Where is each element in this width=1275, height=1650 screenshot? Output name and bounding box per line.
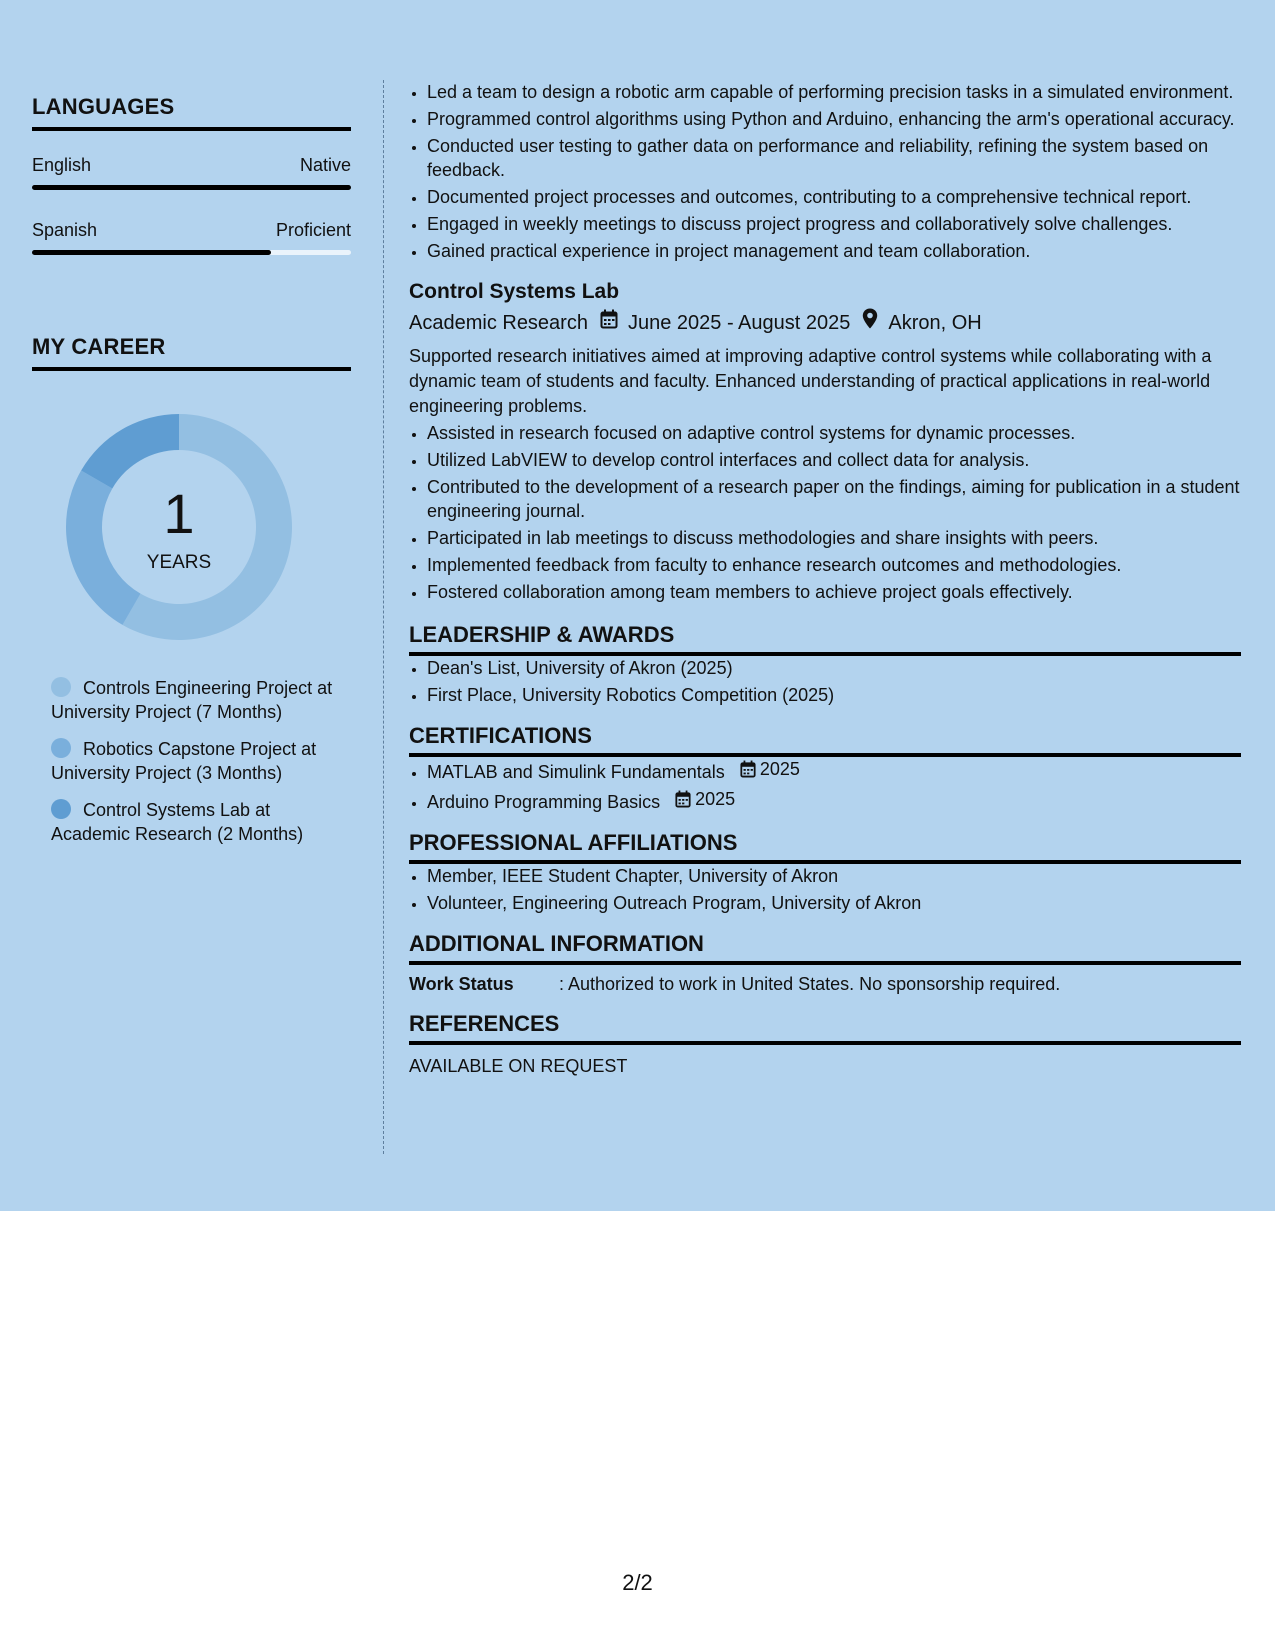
list-item: • Implemented feedback from faculty to enhance research outcomes and methodologies. (427, 553, 1241, 577)
column-divider (383, 80, 384, 1154)
awards-heading: LEADERSHIP & AWARDS (409, 622, 1241, 656)
language-item-english (32, 155, 351, 190)
awards-list (409, 656, 1241, 707)
list-item: • Engaged in weekly meetings to discuss project progress and collaboratively solve challenges. (427, 212, 1241, 236)
language-item-spanish (32, 220, 351, 255)
career-legend (51, 676, 351, 859)
job-meta (409, 308, 1241, 337)
legend-label: Control Systems Lab at Academic Research (2 Months) (51, 800, 304, 844)
language-proficiency-bar (32, 250, 351, 255)
legend-item (51, 737, 351, 785)
list-item: • Fostered collaboration among team members to achieve project goals effectively. (427, 580, 1241, 604)
list-item (427, 787, 1241, 814)
list-item: • Member, IEEE Student Chapter, University of Akron (427, 864, 1241, 888)
calendar-icon (600, 309, 618, 337)
languages-heading: LANGUAGES (32, 94, 351, 131)
affiliations-list (409, 864, 1241, 915)
work-status-row (409, 974, 1241, 995)
career-heading: MY CAREER (32, 334, 351, 371)
list-item: • First Place, University Robotics Competition (2025) (427, 683, 1241, 707)
certification-name: Arduino Programming Basics (427, 792, 661, 812)
list-item: • Utilized LabVIEW to develop control interfaces and collect data for analysis. (427, 448, 1241, 472)
legend-dot (51, 738, 71, 758)
job-location: Akron, OH (888, 311, 982, 334)
calendar-icon (675, 790, 691, 808)
career-donut-chart (66, 414, 292, 640)
legend-label: Robotics Capstone Project at University Project (3 Months) (51, 739, 317, 783)
language-level: Native (299, 155, 351, 175)
certification-name: MATLAB and Simulink Fundamentals (427, 762, 725, 782)
career-total-unit: YEARS (146, 552, 212, 573)
affiliations-heading: PROFESSIONAL AFFILIATIONS (409, 830, 1241, 864)
legend-item (51, 676, 351, 724)
certification-date (740, 757, 800, 781)
references-text: AVAILABLE ON REQUEST (409, 1056, 628, 1076)
legend-dot (51, 799, 71, 819)
certification-year: 2025 (759, 759, 800, 779)
job-bullets (409, 421, 1241, 604)
language-name: Spanish (32, 220, 98, 240)
list-item: • Dean's List, University of Akron (2025) (427, 656, 1241, 680)
list-item: • Assisted in research focused on adaptive control systems for dynamic processes. (427, 421, 1241, 445)
certification-year: 2025 (695, 789, 736, 809)
list-item: • Gained practical experience in project management and team collaboration. (427, 239, 1241, 263)
language-proficiency-fill (32, 185, 351, 190)
legend-label: Controls Engineering Project at University Project (7 Months) (51, 678, 333, 722)
certifications-heading: CERTIFICATIONS (409, 723, 1241, 757)
list-item (427, 757, 1241, 784)
job-description: Supported research initiatives aimed at improving adaptive control systems while collaborating with a dynamic team of students and faculty. Enhanced understanding of practical applications in real-world engineering problems. (409, 346, 1212, 416)
additional-info-heading: ADDITIONAL INFORMATION (409, 931, 1241, 965)
calendar-icon (740, 760, 756, 778)
job-dates: June 2025 - August 2025 (627, 311, 851, 334)
language-proficiency-bar (32, 185, 351, 190)
certifications-list (409, 757, 1241, 814)
list-item: • Documented project processes and outcomes, contributing to a comprehensive technical report. (427, 185, 1241, 209)
legend-dot (51, 677, 71, 697)
list-item: • Programmed control algorithms using Python and Arduino, enhancing the arm's operational accuracy. (427, 107, 1241, 131)
certification-date (675, 787, 735, 811)
language-proficiency-fill (32, 250, 271, 255)
list-item: • Conducted user testing to gather data on performance and reliability, refining the system based on feedback. (427, 134, 1241, 182)
right-column (409, 80, 1241, 1077)
previous-job-bullets (409, 80, 1241, 263)
career-total-value: 1 (163, 482, 195, 545)
list-item: • Contributed to the development of a research paper on the findings, aiming for publication in a student engineering journal. (427, 475, 1241, 523)
job-title: Control Systems Lab (409, 280, 620, 303)
list-item: • Volunteer, Engineering Outreach Program, University of Akron (427, 891, 1241, 915)
work-status-label: Work Status (409, 974, 514, 994)
list-item: • Led a team to design a robotic arm capable of performing precision tasks in a simulated environment. (427, 80, 1241, 104)
donut-segment (81, 414, 179, 489)
job-company: Academic Research (409, 311, 588, 334)
language-name: English (32, 155, 92, 175)
location-pin-icon (862, 308, 878, 337)
references-heading: REFERENCES (409, 1011, 1241, 1045)
legend-item (51, 798, 351, 846)
list-item: • Participated in lab meetings to discuss methodologies and share insights with peers. (427, 526, 1241, 550)
page-number: 2/2 (622, 1570, 653, 1595)
language-level: Proficient (275, 220, 351, 240)
work-status-value: : Authorized to work in United States. No sponsorship required. (559, 974, 1061, 994)
left-column (32, 94, 351, 844)
